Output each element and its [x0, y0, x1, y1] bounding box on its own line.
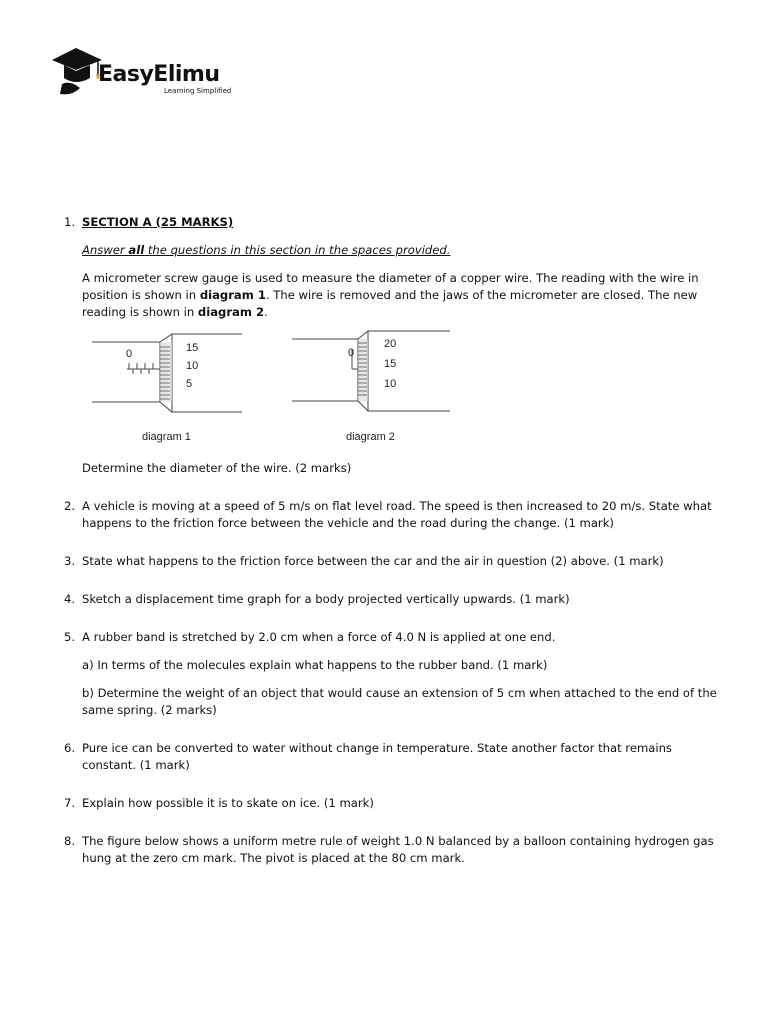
question-number: 7.: [64, 796, 76, 810]
question-7: [64, 795, 724, 812]
question-text: State what happens to the friction force between the car and the air in question (2) above. (1 mark): [82, 554, 664, 568]
section-instruction: Answer all the questions in this section in the spaces provided.: [82, 243, 451, 257]
question-text: Pure ice can be converted to water without change in temperature. State another factor that remains constant. (1 mark): [82, 741, 672, 772]
question-text: The figure below shows a uniform metre rule of weight 1.0 N balanced by a balloon containing hydrogen gas hung at the zero cm mark. The pivot is placed at the 80 cm mark.: [82, 834, 714, 865]
micrometer-diagram-2: [292, 329, 462, 449]
question-2: [64, 498, 724, 532]
question-followup: Determine the diameter of the wire. (2 marks): [82, 461, 352, 475]
question-6: [64, 740, 724, 774]
question-number: 2.: [64, 499, 76, 513]
thimble-tick-label: 5: [186, 378, 193, 390]
question-text: A micrometer screw gauge is used to measure the diameter of a copper wire. The reading with the wire in position is shown in diagram 1. The wire is removed and the jaws of the micrometer are closed. The new reading is shown in diagram 2.: [82, 271, 699, 319]
thimble-tick-label: 10: [384, 378, 397, 390]
question-number: 8.: [64, 834, 76, 848]
sleeve-zero-label: 0: [348, 347, 355, 359]
question-number: 4.: [64, 592, 76, 606]
question-5: [64, 629, 724, 719]
question-text: A vehicle is moving at a speed of 5 m/s on flat level road. The speed is then increased to 20 m/s. State what happens to the friction force between the vehicle and the road during the change. (1 mark): [82, 499, 712, 530]
question-text: A rubber band is stretched by 2.0 cm when a force of 4.0 N is applied at one end.: [82, 630, 556, 644]
question-number: 6.: [64, 741, 76, 755]
brand-name: EasyElimu: [98, 62, 220, 87]
brand-tagline: Learning Simplified: [164, 87, 232, 95]
question-4: [64, 591, 724, 608]
brand-logo: [50, 44, 250, 102]
document-body: [64, 214, 724, 867]
question-number: 1.: [64, 215, 76, 229]
diagram-caption: diagram 2: [346, 431, 395, 443]
thimble-tick-label: 10: [186, 360, 199, 372]
micrometer-diagram-1: [92, 329, 252, 449]
diagram-caption: diagram 1: [142, 431, 191, 443]
question-part-b: b) Determine the weight of an object that would cause an extension of 5 cm when attached to the end of the same spring. (2 marks): [82, 686, 717, 717]
micrometer-diagrams: [82, 329, 724, 449]
thimble-tick-label: 15: [186, 342, 199, 354]
question-3: [64, 553, 724, 570]
sleeve-zero-label: 0: [126, 348, 133, 360]
thimble-tick-label: 15: [384, 358, 397, 370]
question-8: [64, 833, 724, 867]
question-text: Sketch a displacement time graph for a body projected vertically upwards. (1 mark): [82, 592, 570, 606]
question-1: [64, 214, 724, 477]
question-number: 5.: [64, 630, 76, 644]
thimble-tick-label: 20: [384, 338, 397, 350]
section-heading: SECTION A (25 MARKS): [82, 215, 234, 229]
question-number: 3.: [64, 554, 76, 568]
question-text: Explain how possible it is to skate on ice. (1 mark): [82, 796, 374, 810]
question-part-a: a) In terms of the molecules explain what happens to the rubber band. (1 mark): [82, 658, 548, 672]
